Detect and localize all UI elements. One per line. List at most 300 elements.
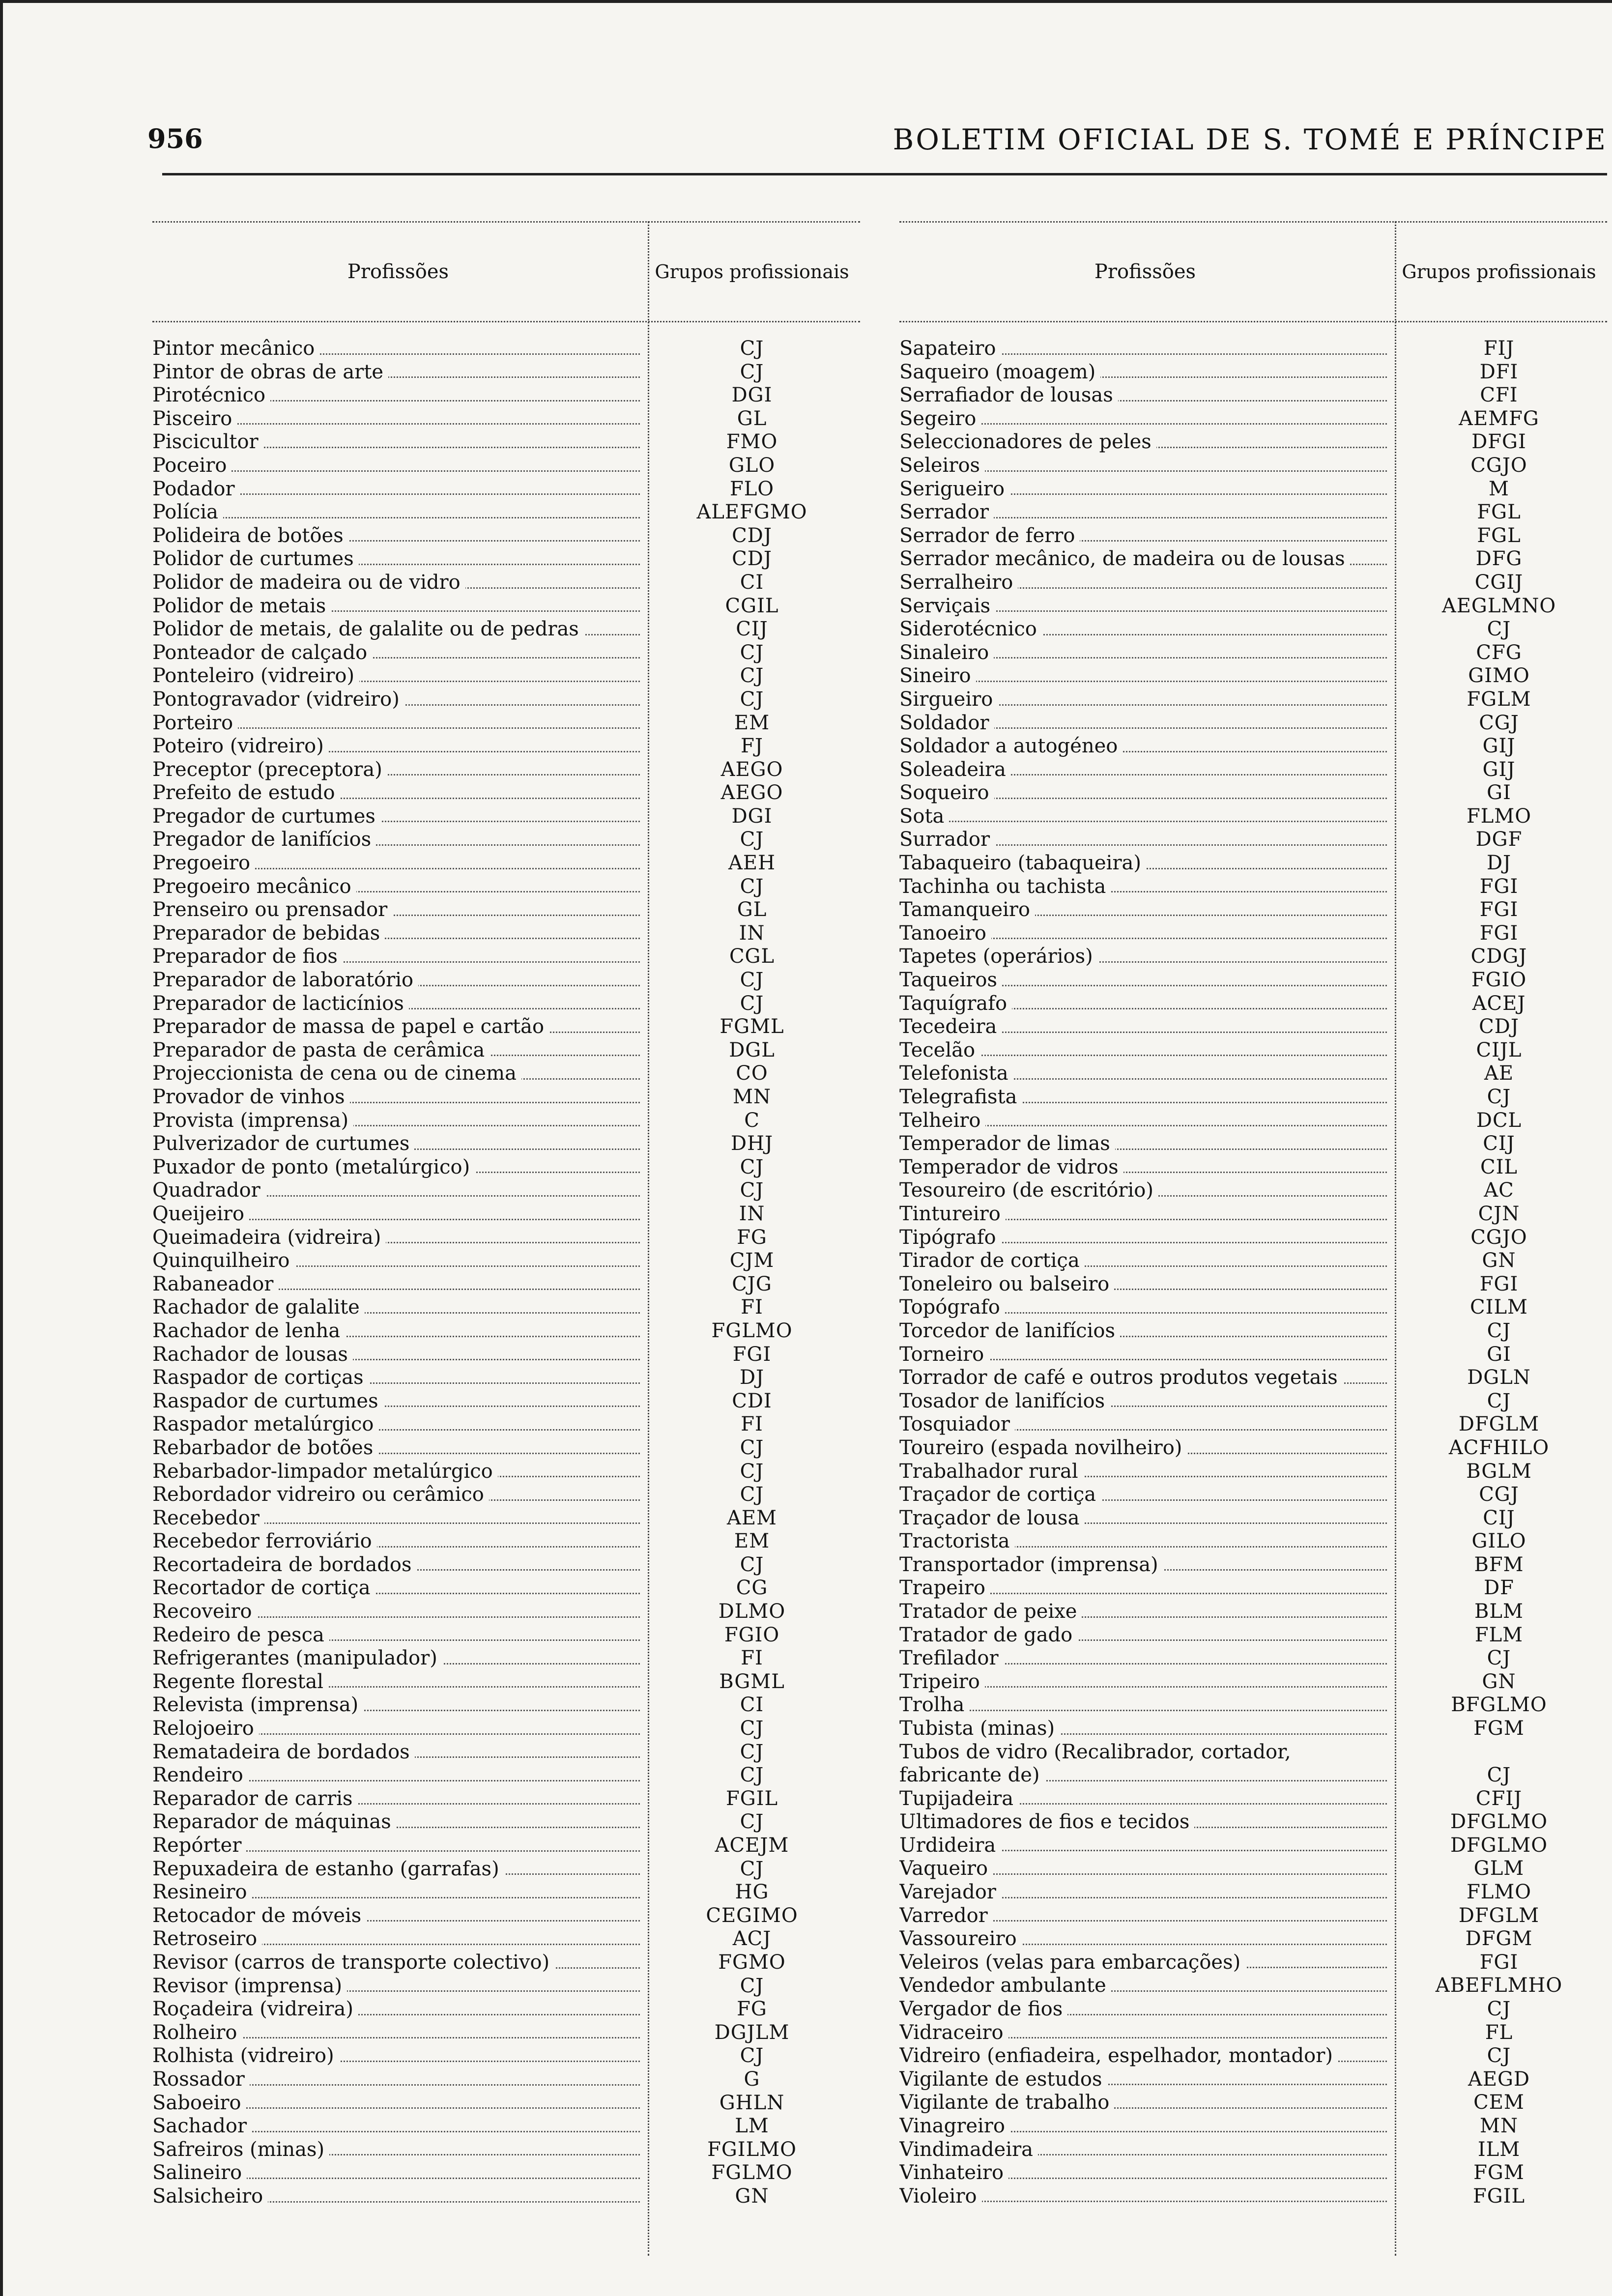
profession-cell <box>152 1483 644 1507</box>
group-code: FGI <box>732 1343 772 1366</box>
profession-cell <box>152 1577 644 1600</box>
table-row <box>899 1951 1607 1975</box>
page-border-top <box>0 0 1612 3</box>
table-row <box>152 384 860 407</box>
group-code: CFI <box>1480 384 1518 407</box>
profession-cell <box>152 454 644 478</box>
column-divider <box>648 221 649 2256</box>
profession-cell <box>152 1249 644 1273</box>
group-code: BLM <box>1474 1600 1524 1623</box>
profession-cell <box>899 1179 1391 1203</box>
table-row <box>152 2044 860 2068</box>
group-code: GHLN <box>719 2091 785 2114</box>
profession-name: Vinagreiro <box>899 2115 1010 2137</box>
profession-cell <box>152 1460 644 1484</box>
profession-cell <box>899 1600 1391 1624</box>
profession-cell <box>899 875 1391 899</box>
group-code: CGJO <box>1470 1226 1527 1249</box>
profession-cell <box>152 1179 644 1203</box>
profession-name: Torcedor de lanifícios <box>899 1320 1120 1342</box>
table-row <box>899 1296 1607 1320</box>
profession-cell <box>152 547 644 571</box>
table-row <box>899 1810 1607 1834</box>
profession-cell <box>152 2161 644 2185</box>
group-code: DGLN <box>1467 1366 1531 1389</box>
group-code: FGI <box>1479 1272 1519 1295</box>
table-header <box>899 221 1607 322</box>
profession-cell <box>152 852 644 875</box>
group-code: FI <box>741 1647 763 1670</box>
profession-cell <box>899 1857 1391 1881</box>
group-code: FGIO <box>724 1623 780 1646</box>
profession-name: Repórter <box>152 1834 246 1857</box>
profession-name: Resineiro <box>152 1881 252 1903</box>
profession-name: Sirgueiro <box>899 688 998 711</box>
profession-cell <box>152 1927 644 1951</box>
table-row <box>152 1273 860 1296</box>
group-code: DGJLM <box>714 2021 790 2044</box>
profession-name: Sapateiro <box>899 337 1001 360</box>
group-code: CJ <box>740 1857 764 1880</box>
group-code: FLMO <box>1466 804 1532 828</box>
group-code: FGM <box>1473 2161 1525 2184</box>
profession-name: Recortador de cortiça <box>152 1577 375 1599</box>
profession-name: Tecelão <box>899 1039 980 1062</box>
table-row <box>152 1647 860 1670</box>
group-code: GIJ <box>1482 735 1516 758</box>
profession-cell <box>152 384 644 407</box>
profession-name: Saboeiro <box>152 2092 246 2114</box>
profession-cell <box>899 735 1391 758</box>
table-row <box>899 992 1607 1016</box>
profession-cell <box>899 1624 1391 1647</box>
group-code: CJ <box>740 688 764 711</box>
table-row <box>152 1483 860 1507</box>
profession-cell <box>152 969 644 992</box>
table-row <box>152 1881 860 1904</box>
profession-cell <box>899 1881 1391 1904</box>
profession-name: Tubista (minas) <box>899 1717 1060 1740</box>
profession-name: Prenseiro ou prensador <box>152 898 392 921</box>
profession-name: Ponteleiro (vidreiro) <box>152 664 359 687</box>
profession-name: Relevista (imprensa) <box>152 1693 363 1716</box>
group-code: FIJ <box>1483 337 1515 360</box>
table-row <box>899 1483 1607 1507</box>
group-code: CJ <box>740 969 764 992</box>
group-code: BFM <box>1474 1553 1524 1576</box>
group-code: GL <box>737 898 767 921</box>
table-row <box>152 1460 860 1484</box>
profession-cell <box>899 828 1391 852</box>
table-row <box>899 1974 1607 1998</box>
group-code: AEGD <box>1468 2067 1530 2091</box>
profession-name: Rolhista (vidreiro) <box>152 2044 339 2067</box>
table-row <box>899 828 1607 852</box>
profession-cell <box>899 407 1391 431</box>
profession-cell <box>899 641 1391 665</box>
table-row <box>899 781 1607 805</box>
group-code: GIJ <box>1482 758 1516 781</box>
group-code: FGI <box>1479 875 1519 898</box>
table-row <box>899 2161 1607 2185</box>
group-code: CJ <box>740 1483 764 1506</box>
group-code: DF <box>1484 1577 1514 1600</box>
group-code: FGI <box>1479 898 1519 921</box>
table-row <box>152 2021 860 2045</box>
profession-cell <box>899 501 1391 524</box>
profession-cell <box>152 1039 644 1062</box>
profession-cell <box>899 712 1391 735</box>
table-row <box>152 828 860 852</box>
table-row <box>152 524 860 548</box>
profession-cell <box>152 1086 644 1109</box>
profession-cell <box>899 1998 1391 2021</box>
profession-name: Polideira de botões <box>152 524 348 547</box>
group-code: CJ <box>740 664 764 688</box>
profession-cell <box>899 1483 1391 1507</box>
group-code: ALEFGMO <box>696 501 807 524</box>
profession-cell <box>152 735 644 758</box>
profession-cell <box>152 1015 644 1039</box>
profession-cell <box>152 1296 644 1320</box>
group-code: DGI <box>731 384 773 407</box>
profession-cell <box>152 478 644 501</box>
profession-name: Tintureiro <box>899 1203 1006 1225</box>
profession-name: Vindimadeira <box>899 2138 1038 2161</box>
profession-cell <box>152 945 644 969</box>
group-code: HG <box>735 1881 769 1904</box>
profession-name: Vaqueiro <box>899 1857 993 1880</box>
group-code: CO <box>736 1062 768 1085</box>
group-code: FLO <box>729 477 775 500</box>
page-header <box>147 123 1607 162</box>
profession-cell <box>152 1226 644 1250</box>
table-row <box>899 1086 1607 1109</box>
group-code: CJ <box>1487 1319 1511 1342</box>
table-row <box>899 1647 1607 1670</box>
profession-cell <box>899 1366 1391 1390</box>
profession-name: Pregador de lanifícios <box>152 828 376 851</box>
profession-cell <box>899 1436 1391 1460</box>
group-code: FGM <box>1473 1717 1525 1740</box>
profession-cell <box>152 828 644 852</box>
profession-cell <box>152 430 644 454</box>
profession-cell <box>899 384 1391 407</box>
profession-name: Preparador de pasta de cerâmica <box>152 1039 489 1062</box>
table-row <box>152 898 860 922</box>
profession-cell <box>899 478 1391 501</box>
profession-cell <box>899 805 1391 829</box>
profession-name: Rematadeira de bordados <box>152 1741 415 1763</box>
table-row <box>152 1927 860 1951</box>
group-code: DJ <box>1486 852 1512 875</box>
table-row <box>152 712 860 735</box>
profession-name: Topógrafo <box>899 1296 1005 1319</box>
group-code: CGIL <box>725 594 779 617</box>
profession-cell <box>152 524 644 548</box>
profession-cell <box>152 1109 644 1133</box>
profession-name: Rolheiro <box>152 2021 242 2044</box>
group-code: DFG <box>1475 547 1523 571</box>
profession-name: Serrador <box>899 501 994 523</box>
profession-cell <box>152 2138 644 2162</box>
group-code: CJ <box>740 1740 764 1763</box>
profession-name: Serralheiro <box>899 571 1018 594</box>
table-row <box>152 1203 860 1226</box>
profession-name: Quadrador <box>152 1179 265 1202</box>
profession-name: Poteiro (vidreiro) <box>152 735 329 757</box>
profession-name: Torneiro <box>899 1343 989 1366</box>
profession-name: Vigilante de estudos <box>899 2068 1107 2091</box>
profession-cell <box>899 1507 1391 1530</box>
group-code: FGLM <box>1467 688 1531 711</box>
profession-name: Tosador de lanifícios <box>899 1390 1110 1412</box>
profession-name: Tractorista <box>899 1530 1015 1552</box>
group-code: FGILMO <box>707 2138 797 2161</box>
table-row <box>899 758 1607 782</box>
profession-name: Sota <box>899 805 949 828</box>
table-row <box>899 1062 1607 1086</box>
table-row <box>899 1693 1607 1717</box>
profession-cell <box>899 1203 1391 1226</box>
table-row <box>899 641 1607 665</box>
profession-name: Tabaqueiro (tabaqueira) <box>899 852 1146 874</box>
header-groups: Grupos profissionais <box>1402 261 1596 283</box>
profession-cell <box>152 1810 644 1834</box>
profession-cell <box>152 2021 644 2045</box>
table-row <box>899 1857 1607 1881</box>
table-row <box>899 1507 1607 1530</box>
profession-name: Polidor de madeira ou de vidro <box>152 571 465 594</box>
table-row <box>899 1670 1607 1694</box>
group-code: DFGLM <box>1458 1413 1540 1436</box>
profession-cell <box>152 501 644 524</box>
profession-cell <box>152 922 644 946</box>
table-row <box>152 875 860 899</box>
group-code: CILM <box>1470 1296 1528 1319</box>
table-row <box>152 547 860 571</box>
profession-cell <box>152 618 644 641</box>
table-row <box>152 1413 860 1436</box>
group-code: CJM <box>729 1249 775 1272</box>
group-code: DLMO <box>718 1600 786 1623</box>
profession-name: Rebarbador de botões <box>152 1436 378 1459</box>
profession-cell <box>152 1273 644 1296</box>
table-row <box>152 1600 860 1624</box>
profession-cell <box>899 1670 1391 1694</box>
table-row <box>899 1015 1607 1039</box>
group-code: CJ <box>740 1179 764 1202</box>
profession-cell <box>152 1858 644 1881</box>
group-code: FI <box>741 1296 763 1319</box>
profession-name: Vigilante de trabalho <box>899 2091 1114 2114</box>
profession-name: Toureiro (espada novilheiro) <box>899 1436 1187 1459</box>
table-row <box>899 1390 1607 1413</box>
table-row <box>152 664 860 688</box>
profession-name: Ultimadores de fios e tecidos <box>899 1810 1194 1833</box>
profession-name: Vendedor ambulante <box>899 1974 1111 1997</box>
profession-cell <box>899 1927 1391 1951</box>
group-code: CJ <box>740 641 764 664</box>
profession-name: Tanoeiro <box>899 922 991 945</box>
table-row <box>152 1179 860 1203</box>
group-code: DFGM <box>1465 1927 1533 1951</box>
profession-cell <box>152 407 644 431</box>
profession-cell <box>899 1460 1391 1484</box>
table-row <box>152 758 860 782</box>
group-code: CIJ <box>1483 1132 1515 1155</box>
profession-name: Ponteador de calçado <box>152 641 372 664</box>
table-row <box>899 1249 1607 1273</box>
group-code: DGI <box>731 804 773 828</box>
table-row <box>899 1624 1607 1647</box>
profession-name: Piscicultor <box>152 430 263 453</box>
group-code: AE <box>1484 1062 1514 1085</box>
profession-name: Polícia <box>152 501 223 523</box>
profession-cell <box>152 664 644 688</box>
group-code: FGML <box>720 1015 784 1038</box>
profession-name: Transportador (imprensa) <box>899 1553 1163 1576</box>
table-row <box>152 688 860 712</box>
profession-cell <box>899 969 1391 992</box>
group-code: CG <box>736 1577 768 1600</box>
table-row <box>899 688 1607 712</box>
profession-name: Sinaleiro <box>899 641 994 664</box>
profession-cell <box>899 524 1391 548</box>
profession-name: Vidraceiro <box>899 2021 1008 2044</box>
table-row <box>899 805 1607 829</box>
table-row <box>152 1156 860 1179</box>
profession-cell <box>152 1390 644 1413</box>
profession-name: Rachador de lousas <box>152 1343 353 1366</box>
profession-name: Vidreiro (enfiadeira, espelhador, montador) <box>899 2044 1338 2067</box>
table-row <box>899 1904 1607 1928</box>
group-code: CIJ <box>736 618 768 641</box>
profession-name: Tosquiador <box>899 1413 1015 1435</box>
group-code: AEGO <box>720 781 783 804</box>
table-row <box>899 2185 1607 2209</box>
profession-cell <box>899 337 1391 361</box>
profession-name: Seleiros <box>899 454 985 477</box>
profession-cell <box>152 1366 644 1390</box>
profession-name: Serviçais <box>899 595 995 617</box>
table-row <box>152 2092 860 2115</box>
profession-cell <box>152 1343 644 1367</box>
profession-name: Soldador a autogéneo <box>899 735 1123 757</box>
table-row <box>152 1296 860 1320</box>
table-row <box>152 430 860 454</box>
profession-name: Recebedor <box>152 1507 264 1529</box>
table-row <box>152 407 860 431</box>
table-row <box>899 735 1607 758</box>
table-row <box>152 618 860 641</box>
table-row <box>152 1553 860 1577</box>
group-code: FL <box>1485 2021 1513 2044</box>
group-code: EM <box>734 711 770 734</box>
group-code: CIJ <box>1483 1506 1515 1529</box>
profession-name: Revisor (imprensa) <box>152 1975 347 1997</box>
group-code: AC <box>1484 1179 1514 1202</box>
group-code: FLM <box>1474 1623 1524 1646</box>
group-code: FGLMO <box>711 1319 793 1342</box>
profession-name: Projeccionista de cena ou de cinema <box>152 1062 521 1085</box>
table-row <box>899 501 1607 524</box>
profession-name: Pontogravador (vidreiro) <box>152 688 404 711</box>
profession-cell <box>899 1647 1391 1670</box>
table-row <box>899 1179 1607 1203</box>
profession-name: Preparador de lacticínios <box>152 992 409 1015</box>
group-code: GL <box>737 407 767 430</box>
group-code: CJ <box>1487 1389 1511 1412</box>
profession-name: Rabaneador <box>152 1273 278 1295</box>
group-code: BGLM <box>1466 1460 1532 1483</box>
table-row <box>899 2068 1607 2092</box>
group-code: CJ <box>740 875 764 898</box>
profession-cell <box>152 1741 644 1764</box>
profession-name: Redeiro de pesca <box>152 1624 329 1646</box>
table-row <box>899 407 1607 431</box>
profession-name: Rachador de galalite <box>152 1296 365 1319</box>
profession-cell <box>152 1320 644 1343</box>
profession-name: Repuxadeira de estanho (garrafas) <box>152 1858 504 1880</box>
group-code: DGL <box>729 1038 775 1062</box>
group-code: DFGLMO <box>1450 1834 1548 1857</box>
table-row <box>899 875 1607 899</box>
group-code: FI <box>741 1413 763 1436</box>
group-code: DFGI <box>1471 430 1526 454</box>
group-code: ACEJM <box>715 1834 789 1857</box>
profession-name: Varejador <box>899 1881 1001 1903</box>
table-row <box>152 1834 860 1858</box>
profession-cell <box>899 2091 1391 2115</box>
table-row <box>152 454 860 478</box>
group-code: CJ <box>740 2044 764 2067</box>
profession-cell <box>899 1413 1391 1436</box>
header-professions: Profissões <box>1094 260 1196 283</box>
header-rule <box>162 173 1607 175</box>
table-row <box>152 361 860 384</box>
group-code: CI <box>740 1693 764 1717</box>
profession-name: Surrador <box>899 828 995 851</box>
profession-name: Roçadeira (vidreira) <box>152 1998 358 2020</box>
profession-name: Tachinha ou tachista <box>899 875 1111 898</box>
table-row <box>152 2138 860 2162</box>
profession-cell <box>899 454 1391 478</box>
group-code: CI <box>740 571 764 594</box>
group-code: GI <box>1487 781 1511 804</box>
profession-cell <box>899 758 1391 782</box>
table-row <box>152 805 860 829</box>
profession-name: Relojoeiro <box>152 1717 259 1740</box>
table-row <box>899 1273 1607 1296</box>
header-groups: Grupos profissionais <box>655 261 849 283</box>
table-row <box>899 361 1607 384</box>
profession-name: Safreiros (minas) <box>152 2138 329 2161</box>
profession-cell <box>899 664 1391 688</box>
profession-cell <box>899 1577 1391 1600</box>
table-row <box>899 524 1607 548</box>
table-row <box>899 1109 1607 1133</box>
profession-cell <box>152 571 644 595</box>
profession-name: Trabalhador rural <box>899 1460 1083 1483</box>
group-code: CDI <box>732 1389 772 1412</box>
profession-name: Poceiro <box>152 454 231 477</box>
profession-name: Veleiros (velas para embarcações) <box>899 1951 1245 1974</box>
profession-name: Sineiro <box>899 664 976 687</box>
group-code: CDJ <box>732 524 772 547</box>
profession-cell <box>899 1974 1391 1998</box>
profession-cell <box>152 595 644 618</box>
